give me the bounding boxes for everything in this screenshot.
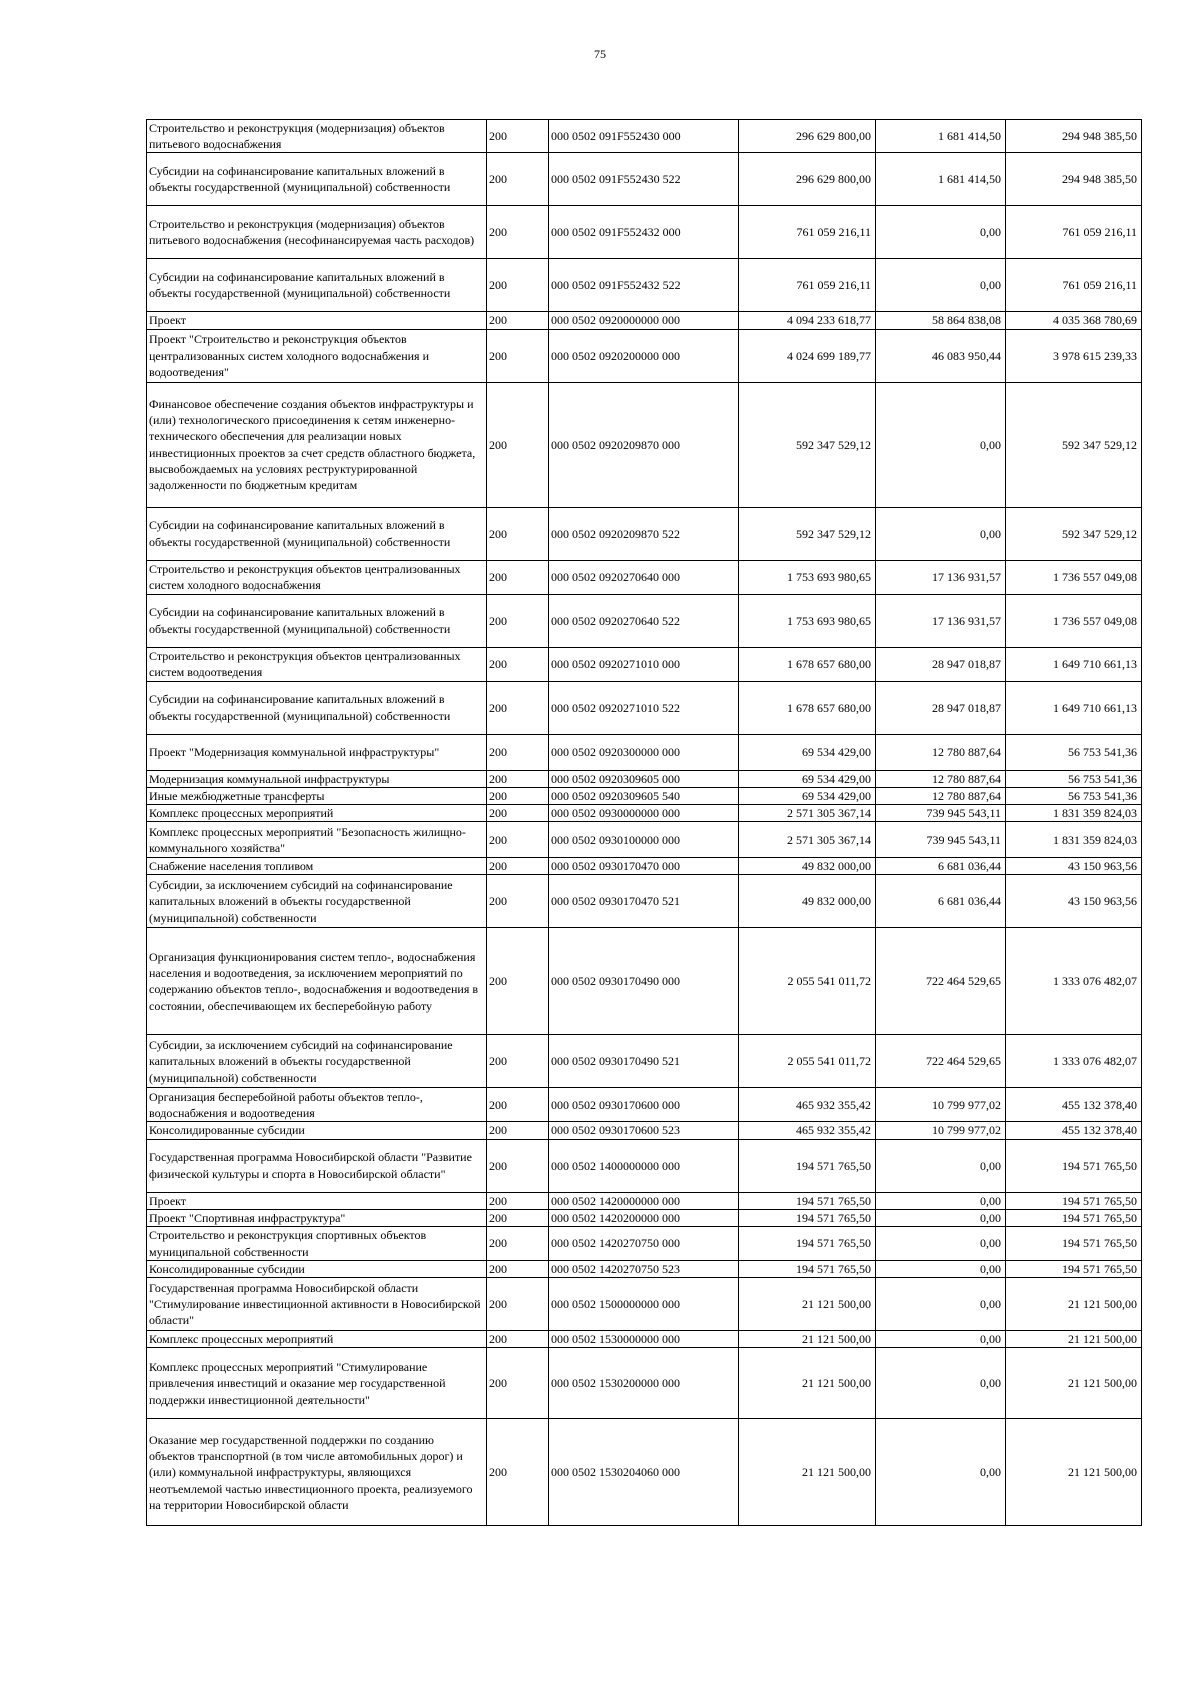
row-name-cell: Субсидии, за исключением субсидий на софинансирование капитальных вложений в объекты государственной (муниципальной) собственности: [147, 875, 487, 928]
table-row: [147, 120, 1142, 153]
row-name-cell: Проект "Модернизация коммунальной инфраструктуры": [147, 734, 487, 770]
row-unexecuted-amount-cell: 592 347 529,12: [1006, 507, 1142, 560]
row-approved-amount-cell: 194 571 765,50: [739, 1227, 876, 1261]
row-budget-code-cell: 000 0502 1500000000 000: [549, 1278, 739, 1331]
row-approved-amount-cell: 194 571 765,50: [739, 1192, 876, 1209]
row-unexecuted-amount-cell: 294 948 385,50: [1006, 120, 1142, 153]
row-unexecuted-amount-cell: 194 571 765,50: [1006, 1227, 1142, 1261]
table-row: [147, 822, 1142, 858]
row-executed-amount-cell: 739 945 543,11: [876, 805, 1006, 822]
row-admin-code-cell: 200: [487, 805, 549, 822]
row-budget-code-cell: 000 0502 0930170600 523: [549, 1122, 739, 1139]
row-unexecuted-amount-cell: 21 121 500,00: [1006, 1419, 1142, 1526]
row-budget-code-cell: 000 0502 0920209870 522: [549, 507, 739, 560]
row-approved-amount-cell: 21 121 500,00: [739, 1278, 876, 1331]
table-row: [147, 1035, 1142, 1088]
row-executed-amount-cell: 0,00: [876, 206, 1006, 259]
table-row: [147, 206, 1142, 259]
row-name-cell: Государственная программа Новосибирской области "Стимулирование инвестиционной активности в Новосибирской области": [147, 1278, 487, 1331]
row-budget-code-cell: 000 0502 1530000000 000: [549, 1331, 739, 1348]
table-row: [147, 1278, 1142, 1331]
row-unexecuted-amount-cell: 1 333 076 482,07: [1006, 1035, 1142, 1088]
row-executed-amount-cell: 0,00: [876, 259, 1006, 312]
row-budget-code-cell: 000 0502 0930170470 521: [549, 875, 739, 928]
table-row: [147, 858, 1142, 875]
row-unexecuted-amount-cell: 455 132 378,40: [1006, 1088, 1142, 1122]
row-executed-amount-cell: 1 681 414,50: [876, 120, 1006, 153]
row-budget-code-cell: 000 0502 0920209870 000: [549, 382, 739, 507]
row-approved-amount-cell: 592 347 529,12: [739, 507, 876, 560]
table-row: [147, 1227, 1142, 1261]
row-admin-code-cell: 200: [487, 822, 549, 858]
row-admin-code-cell: 200: [487, 1035, 549, 1088]
row-name-cell: Субсидии на софинансирование капитальных вложений в объекты государственной (муниципальной) собственности: [147, 507, 487, 560]
row-approved-amount-cell: 194 571 765,50: [739, 1209, 876, 1226]
table-row: [147, 1261, 1142, 1278]
row-budget-code-cell: 000 0502 1530204060 000: [549, 1419, 739, 1526]
row-approved-amount-cell: 761 059 216,11: [739, 259, 876, 312]
row-approved-amount-cell: 2 571 305 367,14: [739, 822, 876, 858]
budget-table: [146, 119, 1142, 1526]
row-unexecuted-amount-cell: 194 571 765,50: [1006, 1192, 1142, 1209]
row-approved-amount-cell: 194 571 765,50: [739, 1139, 876, 1192]
row-name-cell: Иные межбюджетные трансферты: [147, 787, 487, 804]
row-budget-code-cell: 000 0502 0930170600 000: [549, 1088, 739, 1122]
row-name-cell: Строительство и реконструкция (модернизация) объектов питьевого водоснабжения (несофинансируемая часть расходов): [147, 206, 487, 259]
table-row: [147, 153, 1142, 206]
row-executed-amount-cell: 722 464 529,65: [876, 928, 1006, 1035]
row-name-cell: Проект "Спортивная инфраструктура": [147, 1209, 487, 1226]
row-approved-amount-cell: 21 121 500,00: [739, 1419, 876, 1526]
row-budget-code-cell: 000 0502 091F552432 522: [549, 259, 739, 312]
row-admin-code-cell: 200: [487, 153, 549, 206]
table-row: [147, 805, 1142, 822]
row-name-cell: Комплекс процессных мероприятий: [147, 1331, 487, 1348]
row-unexecuted-amount-cell: 56 753 541,36: [1006, 770, 1142, 787]
row-admin-code-cell: 200: [487, 1192, 549, 1209]
row-approved-amount-cell: 49 832 000,00: [739, 875, 876, 928]
row-executed-amount-cell: 1 681 414,50: [876, 153, 1006, 206]
row-name-cell: Субсидии на софинансирование капитальных вложений в объекты государственной (муниципальной) собственности: [147, 594, 487, 647]
row-executed-amount-cell: 28 947 018,87: [876, 681, 1006, 734]
row-name-cell: Проект "Строительство и реконструкция объектов централизованных систем холодного водоснабжения и водоотведения": [147, 329, 487, 382]
row-approved-amount-cell: 194 571 765,50: [739, 1261, 876, 1278]
page-number: 75: [594, 47, 606, 61]
table-row: [147, 1419, 1142, 1526]
row-admin-code-cell: 200: [487, 1227, 549, 1261]
row-executed-amount-cell: 722 464 529,65: [876, 1035, 1006, 1088]
row-name-cell: Консолидированные субсидии: [147, 1122, 487, 1139]
row-unexecuted-amount-cell: 1 831 359 824,03: [1006, 822, 1142, 858]
row-approved-amount-cell: 2 055 541 011,72: [739, 928, 876, 1035]
row-admin-code-cell: 200: [487, 1419, 549, 1526]
row-budget-code-cell: 000 0502 0920271010 000: [549, 647, 739, 681]
row-executed-amount-cell: 0,00: [876, 1192, 1006, 1209]
table-row: [147, 594, 1142, 647]
row-unexecuted-amount-cell: 3 978 615 239,33: [1006, 329, 1142, 382]
row-executed-amount-cell: 0,00: [876, 1139, 1006, 1192]
row-admin-code-cell: 200: [487, 858, 549, 875]
row-approved-amount-cell: 4 024 699 189,77: [739, 329, 876, 382]
row-unexecuted-amount-cell: 194 571 765,50: [1006, 1139, 1142, 1192]
row-approved-amount-cell: 1 678 657 680,00: [739, 681, 876, 734]
row-approved-amount-cell: 296 629 800,00: [739, 120, 876, 153]
row-unexecuted-amount-cell: 194 571 765,50: [1006, 1261, 1142, 1278]
row-approved-amount-cell: 4 094 233 618,77: [739, 312, 876, 329]
row-executed-amount-cell: 0,00: [876, 1331, 1006, 1348]
row-executed-amount-cell: 17 136 931,57: [876, 560, 1006, 594]
row-budget-code-cell: 000 0502 091F552432 000: [549, 206, 739, 259]
row-name-cell: Строительство и реконструкция объектов централизованных систем водоотведения: [147, 647, 487, 681]
row-approved-amount-cell: 592 347 529,12: [739, 382, 876, 507]
row-name-cell: Снабжение населения топливом: [147, 858, 487, 875]
row-admin-code-cell: 200: [487, 312, 549, 329]
row-admin-code-cell: 200: [487, 1278, 549, 1331]
row-unexecuted-amount-cell: 1 649 710 661,13: [1006, 647, 1142, 681]
row-name-cell: Комплекс процессных мероприятий: [147, 805, 487, 822]
row-executed-amount-cell: 0,00: [876, 382, 1006, 507]
row-admin-code-cell: 200: [487, 1088, 549, 1122]
row-unexecuted-amount-cell: 455 132 378,40: [1006, 1122, 1142, 1139]
row-admin-code-cell: 200: [487, 787, 549, 804]
row-unexecuted-amount-cell: 43 150 963,56: [1006, 875, 1142, 928]
row-budget-code-cell: 000 0502 0920309605 540: [549, 787, 739, 804]
table-row: [147, 1348, 1142, 1419]
row-budget-code-cell: 000 0502 0920270640 522: [549, 594, 739, 647]
row-approved-amount-cell: 761 059 216,11: [739, 206, 876, 259]
row-executed-amount-cell: 0,00: [876, 1209, 1006, 1226]
table-row: [147, 787, 1142, 804]
table-row: [147, 312, 1142, 329]
table-row: [147, 875, 1142, 928]
row-approved-amount-cell: 69 534 429,00: [739, 770, 876, 787]
row-admin-code-cell: 200: [487, 647, 549, 681]
row-admin-code-cell: 200: [487, 1122, 549, 1139]
table-row: [147, 734, 1142, 770]
row-approved-amount-cell: 21 121 500,00: [739, 1348, 876, 1419]
row-approved-amount-cell: 1 753 693 980,65: [739, 594, 876, 647]
row-budget-code-cell: 000 0502 091F552430 000: [549, 120, 739, 153]
row-unexecuted-amount-cell: 1 831 359 824,03: [1006, 805, 1142, 822]
row-admin-code-cell: 200: [487, 594, 549, 647]
table-row: [147, 681, 1142, 734]
row-admin-code-cell: 200: [487, 681, 549, 734]
row-unexecuted-amount-cell: 1 736 557 049,08: [1006, 560, 1142, 594]
row-budget-code-cell: 000 0502 0930000000 000: [549, 805, 739, 822]
row-unexecuted-amount-cell: 43 150 963,56: [1006, 858, 1142, 875]
table-row: [147, 259, 1142, 312]
row-name-cell: Проект: [147, 1192, 487, 1209]
row-name-cell: Финансовое обеспечение создания объектов инфраструктуры и (или) технологического присоединения к сетям инженерно-технического обеспечения для реализации новых инвестиционных проектов за счет средств областного бюджета, высвобождаемых на условиях реструктурированной задолженности по бюджетным кредитам: [147, 382, 487, 507]
row-executed-amount-cell: 0,00: [876, 1261, 1006, 1278]
row-admin-code-cell: 200: [487, 507, 549, 560]
row-unexecuted-amount-cell: 21 121 500,00: [1006, 1348, 1142, 1419]
row-budget-code-cell: 000 0502 0930170470 000: [549, 858, 739, 875]
table-row: [147, 770, 1142, 787]
row-approved-amount-cell: 69 534 429,00: [739, 734, 876, 770]
row-unexecuted-amount-cell: 21 121 500,00: [1006, 1331, 1142, 1348]
row-name-cell: Строительство и реконструкция объектов централизованных систем холодного водоснабжения: [147, 560, 487, 594]
row-executed-amount-cell: 12 780 887,64: [876, 787, 1006, 804]
row-unexecuted-amount-cell: 21 121 500,00: [1006, 1278, 1142, 1331]
row-name-cell: Субсидии на софинансирование капитальных вложений в объекты государственной (муниципальной) собственности: [147, 153, 487, 206]
table-row: [147, 507, 1142, 560]
table-row: [147, 1122, 1142, 1139]
row-budget-code-cell: 000 0502 0920000000 000: [549, 312, 739, 329]
row-name-cell: Субсидии на софинансирование капитальных вложений в объекты государственной (муниципальной) собственности: [147, 681, 487, 734]
row-executed-amount-cell: 58 864 838,08: [876, 312, 1006, 329]
row-admin-code-cell: 200: [487, 1139, 549, 1192]
table-row: [147, 560, 1142, 594]
table-body: [147, 120, 1142, 1526]
row-approved-amount-cell: 2 055 541 011,72: [739, 1035, 876, 1088]
row-executed-amount-cell: 0,00: [876, 1419, 1006, 1526]
row-name-cell: Строительство и реконструкция спортивных объектов муниципальной собственности: [147, 1227, 487, 1261]
row-approved-amount-cell: 21 121 500,00: [739, 1331, 876, 1348]
row-admin-code-cell: 200: [487, 382, 549, 507]
row-name-cell: Субсидии, за исключением субсидий на софинансирование капитальных вложений в объекты государственной (муниципальной) собственности: [147, 1035, 487, 1088]
row-admin-code-cell: 200: [487, 1331, 549, 1348]
row-admin-code-cell: 200: [487, 329, 549, 382]
row-unexecuted-amount-cell: 294 948 385,50: [1006, 153, 1142, 206]
row-name-cell: Проект: [147, 312, 487, 329]
row-unexecuted-amount-cell: 761 059 216,11: [1006, 259, 1142, 312]
table-row: [147, 1331, 1142, 1348]
row-budget-code-cell: 000 0502 1420200000 000: [549, 1209, 739, 1226]
row-budget-code-cell: 000 0502 0920271010 522: [549, 681, 739, 734]
row-approved-amount-cell: 69 534 429,00: [739, 787, 876, 804]
row-name-cell: Субсидии на софинансирование капитальных вложений в объекты государственной (муниципальной) собственности: [147, 259, 487, 312]
table-row: [147, 329, 1142, 382]
row-unexecuted-amount-cell: 194 571 765,50: [1006, 1209, 1142, 1226]
row-unexecuted-amount-cell: 1 736 557 049,08: [1006, 594, 1142, 647]
table-row: [147, 382, 1142, 507]
row-approved-amount-cell: 296 629 800,00: [739, 153, 876, 206]
row-budget-code-cell: 000 0502 0920300000 000: [549, 734, 739, 770]
row-executed-amount-cell: 17 136 931,57: [876, 594, 1006, 647]
row-approved-amount-cell: 2 571 305 367,14: [739, 805, 876, 822]
row-admin-code-cell: 200: [487, 875, 549, 928]
table-row: [147, 1088, 1142, 1122]
row-admin-code-cell: 200: [487, 259, 549, 312]
row-admin-code-cell: 200: [487, 1348, 549, 1419]
row-budget-code-cell: 000 0502 0920309605 000: [549, 770, 739, 787]
row-budget-code-cell: 000 0502 1420270750 000: [549, 1227, 739, 1261]
row-executed-amount-cell: 739 945 543,11: [876, 822, 1006, 858]
row-budget-code-cell: 000 0502 1400000000 000: [549, 1139, 739, 1192]
row-executed-amount-cell: 0,00: [876, 1348, 1006, 1419]
row-name-cell: Комплекс процессных мероприятий "Безопасность жилищно-коммунального хозяйства": [147, 822, 487, 858]
row-name-cell: Строительство и реконструкция (модернизация) объектов питьевого водоснабжения: [147, 120, 487, 153]
row-budget-code-cell: 000 0502 0920200000 000: [549, 329, 739, 382]
row-executed-amount-cell: 6 681 036,44: [876, 858, 1006, 875]
row-name-cell: Консолидированные субсидии: [147, 1261, 487, 1278]
row-admin-code-cell: 200: [487, 560, 549, 594]
row-executed-amount-cell: 46 083 950,44: [876, 329, 1006, 382]
row-approved-amount-cell: 1 678 657 680,00: [739, 647, 876, 681]
row-unexecuted-amount-cell: 761 059 216,11: [1006, 206, 1142, 259]
row-budget-code-cell: 000 0502 0930170490 000: [549, 928, 739, 1035]
row-name-cell: Организация функционирования систем тепло-, водоснабжения населения и водоотведения, за исключением мероприятий по содержанию объектов тепло-, водоснабжения и водоотведения в состоянии, обеспечивающем их бесперебойную работу: [147, 928, 487, 1035]
row-name-cell: Организация бесперебойной работы объектов тепло-, водоснабжения и водоотведения: [147, 1088, 487, 1122]
row-name-cell: Комплекс процессных мероприятий "Стимулирование привлечения инвестиций и оказание мер государственной поддержки инвестиционной деятельности": [147, 1348, 487, 1419]
row-name-cell: Модернизация коммунальной инфраструктуры: [147, 770, 487, 787]
row-name-cell: Государственная программа Новосибирской области "Развитие физической культуры и спорта в Новосибирской области": [147, 1139, 487, 1192]
table-row: [147, 928, 1142, 1035]
row-unexecuted-amount-cell: 1 333 076 482,07: [1006, 928, 1142, 1035]
row-admin-code-cell: 200: [487, 206, 549, 259]
row-budget-code-cell: 000 0502 0930100000 000: [549, 822, 739, 858]
row-approved-amount-cell: 49 832 000,00: [739, 858, 876, 875]
row-admin-code-cell: 200: [487, 770, 549, 787]
row-approved-amount-cell: 465 932 355,42: [739, 1088, 876, 1122]
row-executed-amount-cell: 10 799 977,02: [876, 1088, 1006, 1122]
row-approved-amount-cell: 1 753 693 980,65: [739, 560, 876, 594]
row-budget-code-cell: 000 0502 0920270640 000: [549, 560, 739, 594]
row-budget-code-cell: 000 0502 091F552430 522: [549, 153, 739, 206]
row-executed-amount-cell: 6 681 036,44: [876, 875, 1006, 928]
row-budget-code-cell: 000 0502 1420270750 523: [549, 1261, 739, 1278]
row-unexecuted-amount-cell: 592 347 529,12: [1006, 382, 1142, 507]
row-unexecuted-amount-cell: 1 649 710 661,13: [1006, 681, 1142, 734]
table-row: [147, 647, 1142, 681]
row-executed-amount-cell: 12 780 887,64: [876, 770, 1006, 787]
row-budget-code-cell: 000 0502 1420000000 000: [549, 1192, 739, 1209]
row-admin-code-cell: 200: [487, 928, 549, 1035]
table-row: [147, 1209, 1142, 1226]
row-admin-code-cell: 200: [487, 120, 549, 153]
row-admin-code-cell: 200: [487, 734, 549, 770]
table-row: [147, 1139, 1142, 1192]
row-budget-code-cell: 000 0502 1530200000 000: [549, 1348, 739, 1419]
row-admin-code-cell: 200: [487, 1209, 549, 1226]
row-admin-code-cell: 200: [487, 1261, 549, 1278]
row-approved-amount-cell: 465 932 355,42: [739, 1122, 876, 1139]
row-unexecuted-amount-cell: 56 753 541,36: [1006, 787, 1142, 804]
table-row: [147, 1192, 1142, 1209]
row-unexecuted-amount-cell: 4 035 368 780,69: [1006, 312, 1142, 329]
row-executed-amount-cell: 0,00: [876, 507, 1006, 560]
row-executed-amount-cell: 28 947 018,87: [876, 647, 1006, 681]
row-budget-code-cell: 000 0502 0930170490 521: [549, 1035, 739, 1088]
row-name-cell: Оказание мер государственной поддержки по созданию объектов транспортной (в том числе автомобильных дорог) и (или) коммунальной инфраструктуры, являющихся неотъемлемой частью инвестиционного проекта, реализуемого на территории Новосибирской области: [147, 1419, 487, 1526]
row-executed-amount-cell: 12 780 887,64: [876, 734, 1006, 770]
row-unexecuted-amount-cell: 56 753 541,36: [1006, 734, 1142, 770]
row-executed-amount-cell: 10 799 977,02: [876, 1122, 1006, 1139]
row-executed-amount-cell: 0,00: [876, 1278, 1006, 1331]
row-executed-amount-cell: 0,00: [876, 1227, 1006, 1261]
